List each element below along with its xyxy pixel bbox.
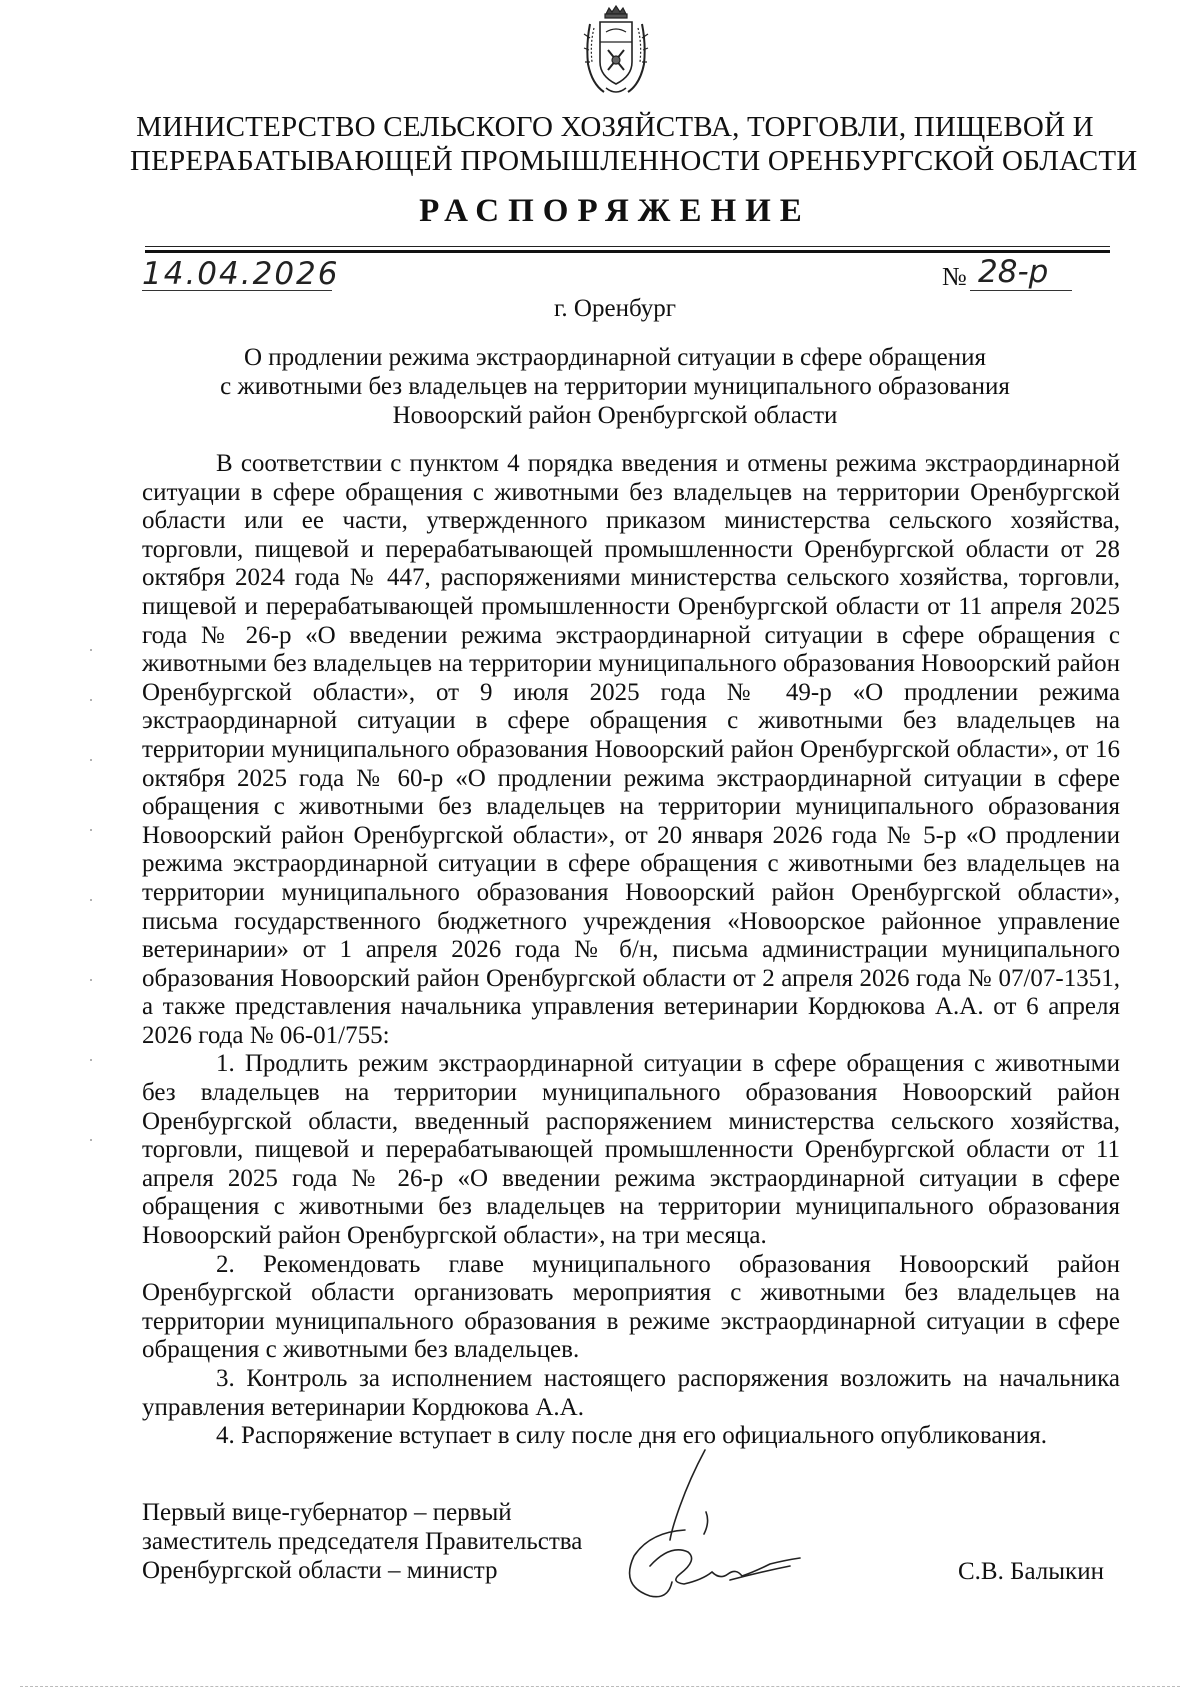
scan-margin-mark	[88, 640, 94, 1180]
order-item-2: 2. Рекомендовать главе муниципального образования Новоорский район Оренбургской области организовать мероприятия с животными без владельцев на территории муниципального образования в режиме экстраординарной ситуации в сфере обращения с животными без владельцев.	[142, 1250, 1120, 1364]
signatory-position	[142, 1498, 582, 1585]
header-divider-thin	[145, 246, 1110, 247]
preamble-paragraph: В соответствии с пунктом 4 порядка введения и отмены режима экстраординарной ситуации в сфере обращения с животными без владельцев на территории Оренбургской области или ее части, утвержденного приказом министерства сельского хозяйства, торговли, пищевой и перерабатывающей промышленности Оренбургской области от 28 октября 2024 года № 447, распоряжениями министерства сельского хозяйства, торговли, пищевой и перерабатывающей промышленности Оренбургской области от 11 апреля 2025 года № 26-р «О введении режима экстраординарной ситуации в сфере обращения с животными без владельцев на территории муниципального образования Новоорский район Оренбургской области», от 9 июля 2025 года № 49-р «О продлении режима экстраординарной ситуации в сфере обращения с животными без владельцев на территории муниципального образования Новоорский район Оренбургской области», от 16 октября 2025 года № 60-р «О продлении режима экстраординарной ситуации в сфере обращения с животными без владельцев на территории муниципального образования Новоорский район Оренбургской области», от 20 января 2026 года № 5-р «О продлении режима экстраординарной ситуации в сфере обращения с животными без владельцев на территории муниципального образования Новоорский район Оренбургской области», письма государственного бюджетного учреждения «Новоорское районное управление ветеринарии» от 1 апреля 2026 года № б/н, письма администрации муниципального образования Новоорский район Оренбургской области от 2 апреля 2026 года № 07/07-1351, а также представления начальника управления ветеринарии Кордюкова А.А. от 6 апреля 2026 года № 06-01/755:	[142, 450, 1120, 1049]
order-item-1: 1. Продлить режим экстраординарной ситуации в сфере обращения с животными без владельцев на территории муниципального образования Новоорский район Оренбургской области, введенный распоряжением министерства сельского хозяйства, торговли, пищевой и перерабатывающей промышленности Оренбургской области от 11 апреля 2025 года № 26-р «О введении режима экстраординарной ситуации в сфере обращения с животными без владельцев на территории муниципального образования Новоорский район Оренбургской области», на три месяца.	[142, 1050, 1120, 1250]
subject-line-2: с животными без владельцев на территории муниципального образования	[220, 373, 1010, 400]
signatory-position-line-1: Первый вице-губернатор – первый	[142, 1499, 512, 1526]
document-number-label: №	[942, 262, 967, 291]
scan-footer-edge	[20, 1686, 1180, 1687]
document-number: 28-р	[978, 254, 1049, 290]
order-item-3: 3. Контроль за исполнением настоящего распоряжения возложить на начальника управления ветеринарии Кордюкова А.А.	[142, 1365, 1120, 1421]
ministry-name-line-2: ПЕРЕРАБАТЫВАЮЩЕЙ ПРОМЫШЛЕННОСТИ ОРЕНБУРГСКОЙ ОБЛАСТИ	[130, 145, 1138, 177]
number-underline	[970, 290, 1072, 291]
handwritten-signature-icon	[610, 1448, 830, 1608]
signatory-position-line-3: Оренбургской области – министр	[142, 1557, 498, 1584]
subject-line-3: Новоорский район Оренбургской области	[392, 402, 838, 429]
document-type-title: РАСПОРЯЖЕНИЕ	[419, 193, 811, 229]
coat-of-arms-icon	[576, 4, 656, 100]
date-underline	[142, 290, 332, 291]
document-body	[142, 450, 1120, 1451]
document-date: 14.04.2026	[142, 256, 340, 292]
subject-line-1: О продлении режима экстраординарной ситуации в сфере обращения	[243, 344, 987, 371]
document-subject	[150, 343, 1080, 430]
ministry-name-line-1: МИНИСТЕРСТВО СЕЛЬСКОГО ХОЗЯЙСТВА, ТОРГОВЛИ, ПИЩЕВОЙ И	[136, 111, 1094, 143]
ministry-name	[130, 110, 1138, 178]
signatory-position-line-2: заместитель председателя Правительства	[142, 1528, 583, 1555]
signatory-name: С.В. Балыкин	[958, 1558, 1104, 1585]
document-city: г. Оренбург	[554, 295, 676, 322]
header-divider-thick	[145, 250, 1110, 253]
order-item-4: 4. Распоряжение вступает в силу после дня его официального опубликования.	[216, 1422, 1047, 1450]
